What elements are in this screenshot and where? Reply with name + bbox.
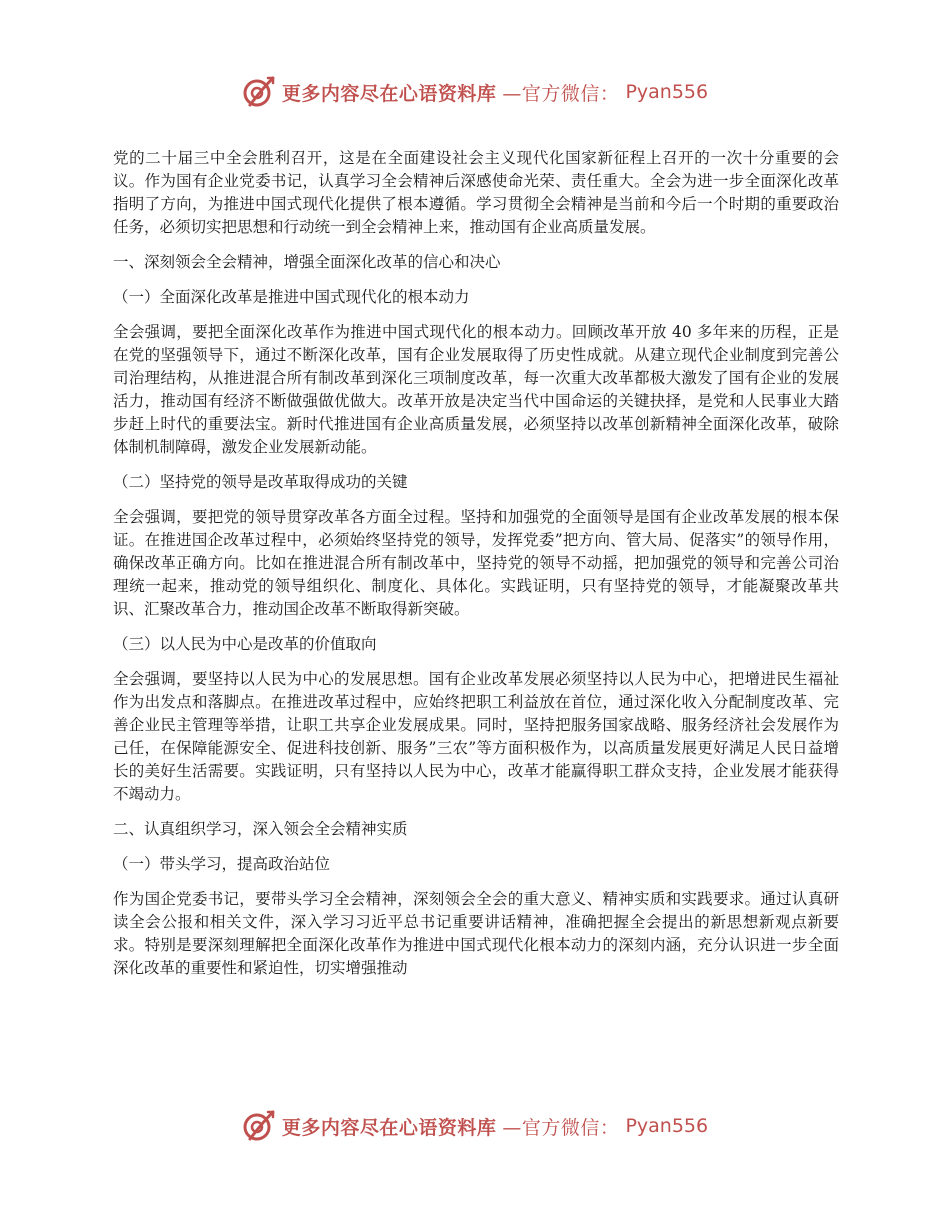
logo-icon [242, 75, 276, 109]
banner-main-text: 更多内容尽在心语资料库 [281, 1116, 497, 1139]
header-banner [0, 70, 950, 114]
banner-wechat-label: —官方微信： [502, 1116, 620, 1139]
header-banner-content [242, 75, 708, 109]
subsection-heading-1-1: （一）全面深化改革是推进中国式现代化的根本动力 [113, 288, 470, 306]
body-paragraph: 全会强调，要把党的领导贯穿改革各方面全过程。坚持和加强党的全面领导是国有企业改革发展的根本保证。在推进国企改革过程中，必须始终坚持党的领导，发挥党委”把方向、管大局、促落实”的领导作用，确保改革正确方向。比如在推进混合所有制改革中，坚持党的领导不动摇，把加强党的领导和完善公司治理统一起来，推动党的领导组织化、制度化、具体化。实践证明，只有坚持党的领导，才能凝聚改革共识、汇聚改革合力，推动国企改革不断取得新突破。 [113, 508, 839, 618]
subsection-heading-1-2: （二）坚持党的领导是改革取得成功的关键 [113, 473, 408, 491]
body-paragraph: 全会强调，要坚持以人民为中心的发展思想。国有企业改革发展必须坚持以人民为中心，把增进民生福祉作为出发点和落脚点。在推进改革过程中，应始终把职工利益放在首位，通过深化收入分配制度改革、完善企业民主管理等举措，让职工共享企业发展成果。同时，坚持把服务国家战略、服务经济社会发展作为己任，在保障能源安全、促进科技创新、服务”三农”等方面积极作为，以高质量发展更好满足人民日益增长的美好生活需要。实践证明，只有坚持以人民为中心，改革才能赢得职工群众支持，企业发展才能获得不竭动力。 [113, 670, 839, 803]
intro-paragraph: 党的二十届三中全会胜利召开，这是在全面建设社会主义现代化国家新征程上召开的一次十分重要的会议。作为国有企业党委书记，认真学习全会精神后深感使命光荣、责任重大。全会为进一步全面深化改革指明了方向，为推进中国式现代化提供了根本遵循。学习贯彻全会精神是当前和今后一个时期的重要政治任务，必须切实把思想和行动统一到全会精神上来，推动国有企业高质量发展。 [113, 149, 839, 236]
banner-wechat-id: Pyan556 [625, 1115, 709, 1137]
footer-banner-content [242, 1109, 708, 1143]
subsection-heading-2-1: （一）带头学习，提高政治站位 [113, 855, 331, 873]
banner-wechat-id: Pyan556 [625, 81, 709, 103]
document-body [113, 147, 839, 992]
subsection-heading-1-3: （三）以人民为中心是改革的价值取向 [113, 635, 377, 653]
section-heading-1: 一、深刻领会全会精神，增强全面深化改革的信心和决心 [113, 253, 501, 271]
section-heading-2: 二、认真组织学习，深入领会全会精神实质 [113, 820, 408, 838]
banner-main-text: 更多内容尽在心语资料库 [281, 82, 497, 105]
footer-banner [0, 1104, 950, 1148]
body-paragraph: 作为国企党委书记，要带头学习全会精神，深刻领会全会的重大意义、精神实质和实践要求。通过认真研读全会公报和相关文件，深入学习习近平总书记重要讲话精神，准确把握全会提出的新思想新观点新要求。特别是要深刻理解把全面深化改革作为推进中国式现代化根本动力的深刻内涵，充分认识进一步全面深化改革的重要性和紧迫性，切实增强推动 [113, 890, 839, 977]
body-paragraph: 全会强调，要把全面深化改革作为推进中国式现代化的根本动力。回顾改革开放 40 多年来的历程，正是在党的坚强领导下，通过不断深化改革，国有企业发展取得了历史性成就。从建立现代企业制度到完善公司治理结构，从推进混合所有制改革到深化三项制度改革，每一次重大改革都极大激发了国有企业的发展活力，推动国有经济不断做强做优做大。改革开放是决定当代中国命运的关键抉择，是党和人民事业大踏步赶上时代的重要法宝。新时代推进国有企业高质量发展，必须坚持以改革创新精神全面深化改革，破除体制机制障碍，激发企业发展新动能。 [113, 323, 839, 456]
banner-wechat-label: —官方微信： [502, 82, 620, 105]
logo-icon [242, 1109, 276, 1143]
